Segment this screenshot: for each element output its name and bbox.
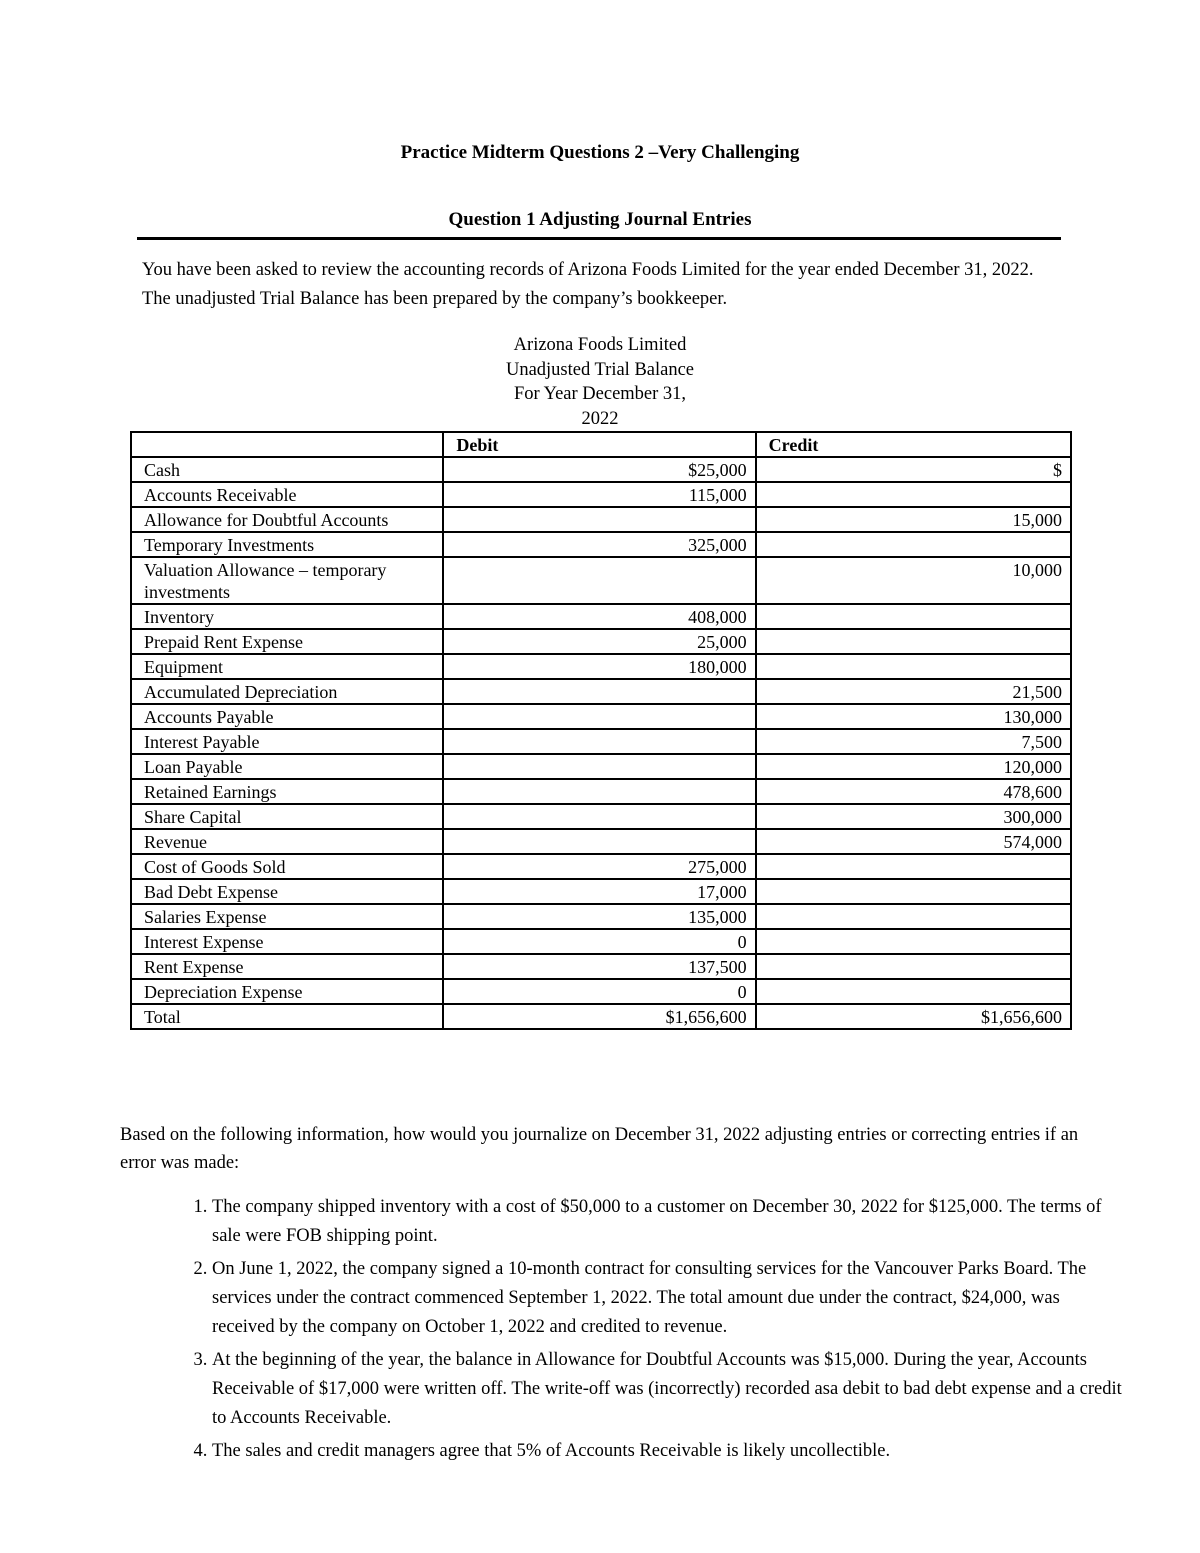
- table-row: [131, 829, 1071, 854]
- credit-cell: 478,600: [756, 779, 1071, 804]
- credit-cell: 120,000: [756, 754, 1071, 779]
- debit-cell: 275,000: [443, 854, 755, 879]
- debit-cell: [443, 557, 755, 604]
- information-list: [173, 1193, 1127, 1470]
- table-row: [131, 507, 1071, 532]
- credit-total-cell: $1,656,600: [756, 1004, 1071, 1029]
- column-header-credit: Credit: [756, 432, 1071, 457]
- account-cell: Share Capital: [131, 804, 443, 829]
- statement-name: Unadjusted Trial Balance: [505, 359, 695, 380]
- credit-cell: [756, 954, 1071, 979]
- credit-cell: 574,000: [756, 829, 1071, 854]
- table-row: [131, 804, 1071, 829]
- table-row: [131, 954, 1071, 979]
- credit-cell: [756, 604, 1071, 629]
- credit-cell: 130,000: [756, 704, 1071, 729]
- table-row: [131, 482, 1071, 507]
- table-row: [131, 904, 1071, 929]
- credit-cell: [756, 854, 1071, 879]
- account-cell: Loan Payable: [131, 754, 443, 779]
- heading-divider: [137, 237, 1061, 240]
- period-line-2: 2022: [581, 408, 619, 429]
- debit-cell: 17,000: [443, 879, 755, 904]
- column-header-debit: Debit: [443, 432, 755, 457]
- table-row: [131, 704, 1071, 729]
- table-row: [131, 679, 1071, 704]
- account-cell: Bad Debt Expense: [131, 879, 443, 904]
- credit-cell: 10,000: [756, 557, 1071, 604]
- intro-paragraph: You have been asked to review the accounting records of Arizona Foods Limited for the year ended December 31, 2022. The unadjusted Trial Balance has been prepared by the company’s bookkeeper.: [142, 260, 1034, 309]
- account-cell: Retained Earnings: [131, 779, 443, 804]
- account-cell: Depreciation Expense: [131, 979, 443, 1004]
- debit-cell: [443, 704, 755, 729]
- account-cell: Prepaid Rent Expense: [131, 629, 443, 654]
- credit-cell: [756, 879, 1071, 904]
- debit-cell: 408,000: [443, 604, 755, 629]
- debit-total-cell: $1,656,600: [443, 1004, 755, 1029]
- account-cell: Temporary Investments: [131, 532, 443, 557]
- debit-cell: [443, 679, 755, 704]
- debit-cell: 325,000: [443, 532, 755, 557]
- debit-cell: [443, 507, 755, 532]
- table-row: [131, 457, 1071, 482]
- table-row: [131, 557, 1071, 604]
- credit-cell: [756, 532, 1071, 557]
- debit-cell: 25,000: [443, 629, 755, 654]
- debit-cell: 0: [443, 929, 755, 954]
- list-item: 4. The sales and credit managers agree that 5% of Accounts Receivable is likely uncollectible.: [212, 1437, 1127, 1466]
- trial-balance-body: [131, 457, 1071, 1029]
- credit-cell: 7,500: [756, 729, 1071, 754]
- table-row: [131, 979, 1071, 1004]
- trial-balance-header: [0, 333, 1200, 431]
- debit-cell: $25,000: [443, 457, 755, 482]
- total-row: [131, 1004, 1071, 1029]
- instructions-paragraph: Based on the following information, how would you journalize on December 31, 2022 adjusting entries or correcting entries if an error was made:: [120, 1125, 1079, 1173]
- debit-cell: 180,000: [443, 654, 755, 679]
- debit-cell: [443, 804, 755, 829]
- debit-cell: [443, 729, 755, 754]
- debit-cell: 0: [443, 979, 755, 1004]
- column-header-account: [131, 432, 443, 457]
- credit-cell: [756, 929, 1071, 954]
- account-cell: Accumulated Depreciation: [131, 679, 443, 704]
- account-cell: Inventory: [131, 604, 443, 629]
- credit-cell: 15,000: [756, 507, 1071, 532]
- table-row: [131, 654, 1071, 679]
- table-row: [131, 604, 1071, 629]
- debit-cell: [443, 779, 755, 804]
- table-row: [131, 532, 1071, 557]
- period-line-1: For Year December 31,: [513, 384, 687, 404]
- table-row: [131, 754, 1071, 779]
- debit-cell: 115,000: [443, 482, 755, 507]
- account-cell: Revenue: [131, 829, 443, 854]
- account-cell: Equipment: [131, 654, 443, 679]
- credit-cell: [756, 654, 1071, 679]
- table-row: [131, 779, 1071, 804]
- debit-cell: [443, 754, 755, 779]
- list-item: 3. At the beginning of the year, the balance in Allowance for Doubtful Accounts was $15,000. During the year, Accounts Receivable of $17,000 were written off. The write-off was (incorrectly) recorded asa debit to bad debt expense and a credit to Accounts Receivable.: [212, 1346, 1127, 1433]
- page-title: Practice Midterm Questions 2 –Very Challenging: [400, 142, 800, 163]
- account-cell: Valuation Allowance – temporary investments: [131, 557, 443, 604]
- account-cell: Accounts Receivable: [131, 482, 443, 507]
- account-cell: Salaries Expense: [131, 904, 443, 929]
- question-heading: Question 1 Adjusting Journal Entries: [448, 209, 752, 230]
- account-cell: Total: [131, 1004, 443, 1029]
- list-item: 2. On June 1, 2022, the company signed a 10-month contract for consulting services for the Vancouver Parks Board. The services under the contract commenced September 1, 2022. The total amount due under the contract, $24,000, was received by the company on October 1, 2022 and credited to revenue.: [212, 1255, 1127, 1342]
- credit-cell: [756, 629, 1071, 654]
- table-row: [131, 879, 1071, 904]
- debit-cell: [443, 829, 755, 854]
- account-cell: Cash: [131, 457, 443, 482]
- account-cell: Allowance for Doubtful Accounts: [131, 507, 443, 532]
- credit-cell: 21,500: [756, 679, 1071, 704]
- credit-cell: 300,000: [756, 804, 1071, 829]
- table-row: [131, 854, 1071, 879]
- credit-cell: $: [756, 457, 1071, 482]
- credit-cell: [756, 904, 1071, 929]
- account-cell: Cost of Goods Sold: [131, 854, 443, 879]
- list-item: 1. The company shipped inventory with a cost of $50,000 to a customer on December 30, 2022 for $125,000. The terms of sale were FOB shipping point.: [212, 1193, 1127, 1251]
- debit-cell: 137,500: [443, 954, 755, 979]
- company-name: Arizona Foods Limited: [513, 335, 687, 355]
- table-row: [131, 729, 1071, 754]
- table-header-row: [131, 432, 1071, 457]
- trial-balance-table: [130, 431, 1072, 1030]
- credit-cell: [756, 979, 1071, 1004]
- table-row: [131, 629, 1071, 654]
- account-cell: Interest Payable: [131, 729, 443, 754]
- debit-cell: 135,000: [443, 904, 755, 929]
- table-row: [131, 929, 1071, 954]
- account-cell: Interest Expense: [131, 929, 443, 954]
- credit-cell: [756, 482, 1071, 507]
- account-cell: Accounts Payable: [131, 704, 443, 729]
- account-cell: Rent Expense: [131, 954, 443, 979]
